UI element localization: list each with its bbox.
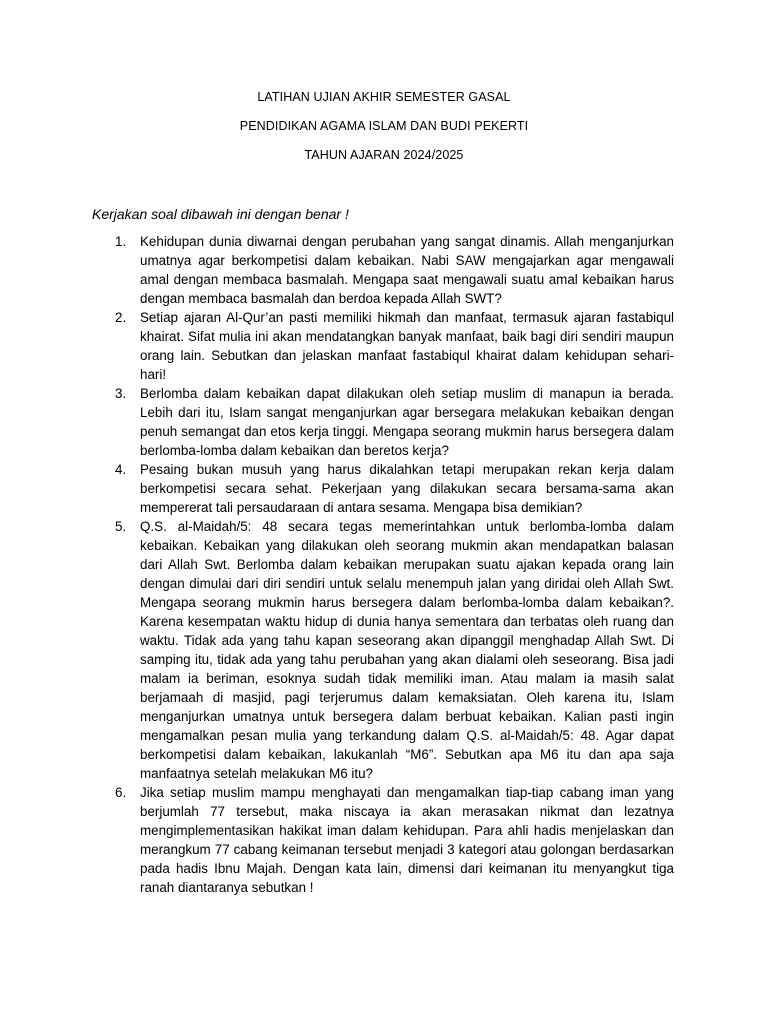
question-number: 4. [115,462,127,477]
question-text: Berlomba dalam kebaikan dapat dilakukan oleh setiap muslim di manapun ia berada. Lebih dari itu, Islam sangat menganjurkan agar bersegara melakukan kebaikan dengan penuh semangat dan etos kerja tinggi. Mengapa seorang mukmin harus bersegera dalam berlomba-lomba dalam kebaikan dan beretos kerja? [140,386,674,458]
exam-title: LATIHAN UJIAN AKHIR SEMESTER GASAL [257,90,511,104]
question-list [92,232,674,897]
instruction-text: Kerjakan soal dibawah ini dengan benar ! [92,206,349,222]
question-text: Jika setiap muslim mampu menghayati dan mengamalkan tiap-tiap cabang iman yang berjumlah 77 tersebut, maka niscaya ia akan merasakan nikmat dan lezatnya mengimplementasikan hakikat iman dalam kehidupan. Para ahli hadis menjelaskan dan merangkum 77 cabang keimanan tersebut menjadi 3 kategori atau golongan berdasarkan pada hadis Ibnu Majah. Dengan kata lain, dimensi dari keimanan itu menyangkut tiga ranah diantaranya sebutkan ! [140,785,674,895]
question-number: 1. [115,234,127,249]
question-number: 2. [115,310,127,325]
question-text: Pesaing bukan musuh yang harus dikalahkan tetapi merupakan rekan kerja dalam berkompetisi secara sehat. Pekerjaan yang dilakukan secara bersama-sama akan mempererat tali persaudaraan di antara sesama. Mengapa bisa demikian? [140,462,674,515]
question-item-3 [92,384,674,460]
question-text: Kehidupan dunia diwarnai dengan perubahan yang sangat dinamis. Allah menganjurkan umatnya agar berkompetisi dalam kebaikan. Nabi SAW mengajarkan agar mengawali amal dengan membaca basmalah. Mengapa saat mengawali suatu amal kebaikan harus dengan membaca basmalah dan berdoa kepada Allah SWT? [140,234,674,306]
question-item-6 [92,783,674,897]
question-item-2 [92,308,674,384]
academic-year: TAHUN AJARAN 2024/2025 [304,148,464,162]
question-text: Setiap ajaran Al-Qur’an pasti memiliki hikmah dan manfaat, termasuk ajaran fastabiqul khairat. Sifat mulia ini akan mendatangkan banyak manfaat, baik bagi diri sendiri maupun orang lain. Sebutkan dan jelaskan manfaat fastabiqul khairat dalam kehidupan sehari-hari! [140,310,674,382]
question-text: Q.S. al-Maidah/5: 48 secara tegas memerintahkan untuk berlomba-lomba dalam kebaikan. Kebaikan yang dilakukan oleh seorang mukmin akan mendapatkan balasan dari Allah Swt. Berlomba dalam kebaikan merupakan suatu ajakan kepada orang lain dengan dimulai dari diri sendiri untuk selalu menempuh jalan yang diridai oleh Allah Swt. Mengapa seorang mukmin harus bersegera dalam berlomba-lomba dalam kebaikan?. Karena kesempatan waktu hidup di dunia hanya sementara dan terbatas oleh ruang dan waktu. Tidak ada yang tahu kapan seseorang akan dipanggil menghadap Allah Swt. Di samping itu, tidak ada yang tahu perubahan yang akan dialami oleh seseorang. Bisa jadi malam ia beriman, esoknya sudah tidak memiliki iman. Atau malam ia masih salat berjamaah di masjid, pagi terjerumus dalam kemaksiatan. Oleh karena itu, Islam menganjurkan umatnya untuk bersegera dalam berbuat kebaikan. Kalian pasti ingin mengamalkan pesan mulia yang terkandung dalam Q.S. al-Maidah/5: 48. Agar dapat berkompetisi dalam kebaikan, lakukanlah “M6”. Sebutkan apa M6 itu dan apa saja manfaatnya setelah melakukan M6 itu? [140,519,674,781]
question-item-5 [92,517,674,783]
question-number: 3. [115,386,127,401]
document-header [0,89,768,176]
question-item-1 [92,232,674,308]
question-number: 6. [115,785,127,800]
subject-title: PENDIDIKAN AGAMA ISLAM DAN BUDI PEKERTI [239,119,529,133]
question-item-4 [92,460,674,517]
question-number: 5. [115,519,127,534]
